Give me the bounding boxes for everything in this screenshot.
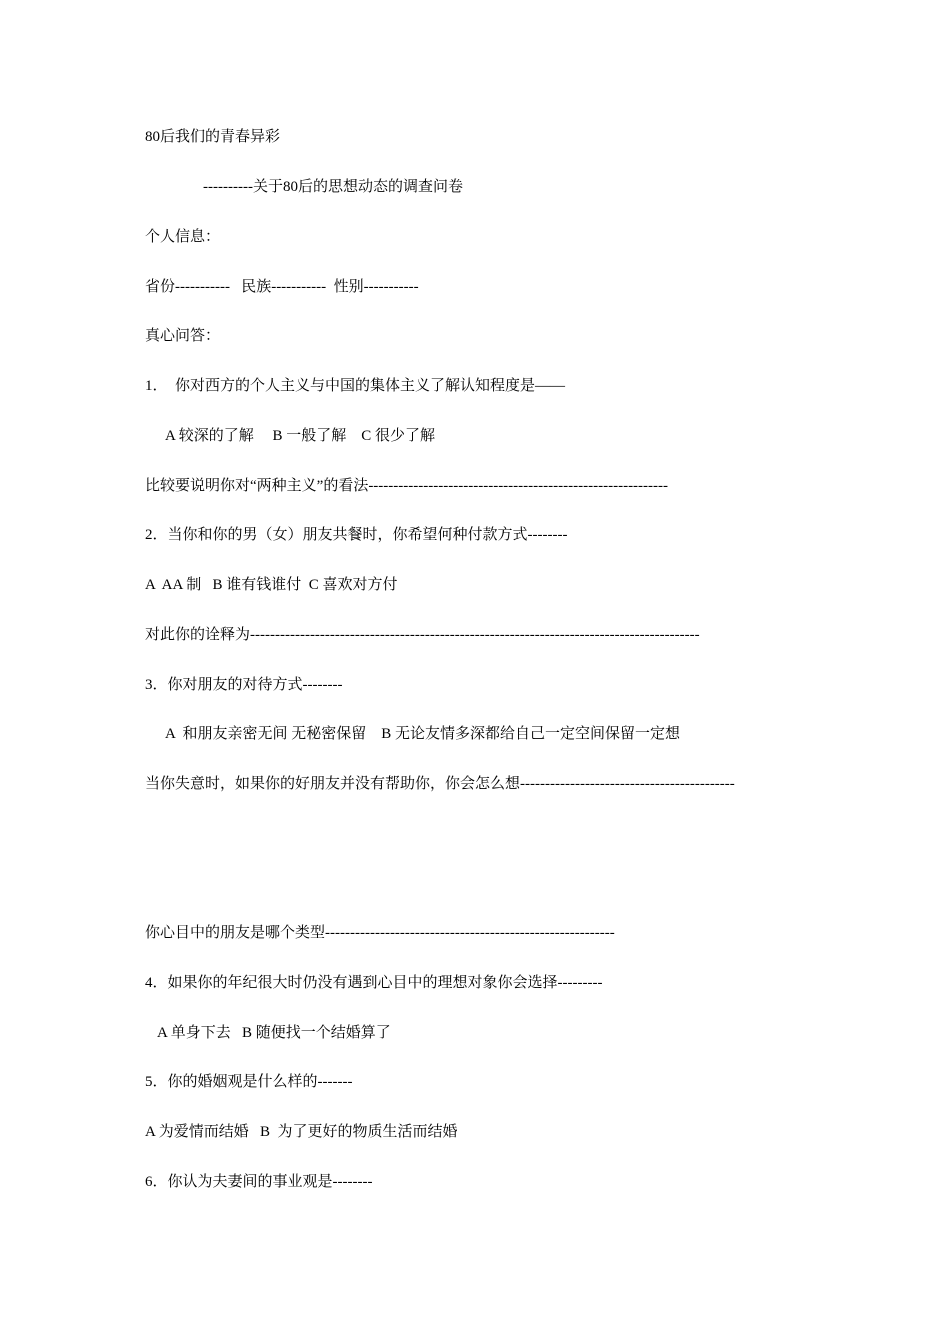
question-5: 5．你的婚姻观是什么样的------- [145,1074,353,1090]
question-3-options: A 和朋友亲密无间 无秘密保留 B 无论友情多深都给自己一定空间保留一定想 [165,726,681,742]
question-1: 1． 你对西方的个人主义与中国的集体主义了解认知程度是—— [145,378,566,394]
question-3: 3．你对朋友的对待方式-------- [145,677,343,693]
question-3-followup-2: 你心目中的朋友是哪个类型---------------------------------------------------------- [145,925,615,941]
personal-info-heading: 个人信息： [145,229,221,245]
question-2: 2．当你和你的男（女）朋友共餐时，你希望何种付款方式-------- [145,527,568,543]
document-title: 80后我们的青春异彩 [145,129,281,145]
question-4: 4．如果你的年纪很大时仍没有遇到心目中的理想对象你会选择--------- [145,975,603,991]
document-subtitle: ----------关于80后的思想动态的调查问卷 [203,179,463,195]
question-1-options: A 较深的了解 B 一般了解 C 很少了解 [165,428,436,444]
question-2-followup: 对此你的诠释为------------------------------------------------------------------------------------------ [145,627,700,643]
personal-info-fields: 省份----------- 民族----------- 性别----------- [145,279,419,295]
question-4-options: A 单身下去 B 随便找一个结婚算了 [157,1025,391,1041]
question-1-followup: 比较要说明你对“两种主义”的看法------------------------------------------------------------ [145,478,669,494]
question-6: 6．你认为夫妻间的事业观是-------- [145,1174,373,1190]
question-2-options: A AA 制 B 谁有钱谁付 C 喜欢对方付 [145,577,398,593]
answers-heading: 真心问答： [145,328,221,344]
question-5-options: A 为爱情而结婚 B 为了更好的物质生活而结婚 [145,1124,458,1140]
question-3-followup-1: 当你失意时，如果你的好朋友并没有帮助你，你会怎么想------------------------------------------- [145,776,735,792]
